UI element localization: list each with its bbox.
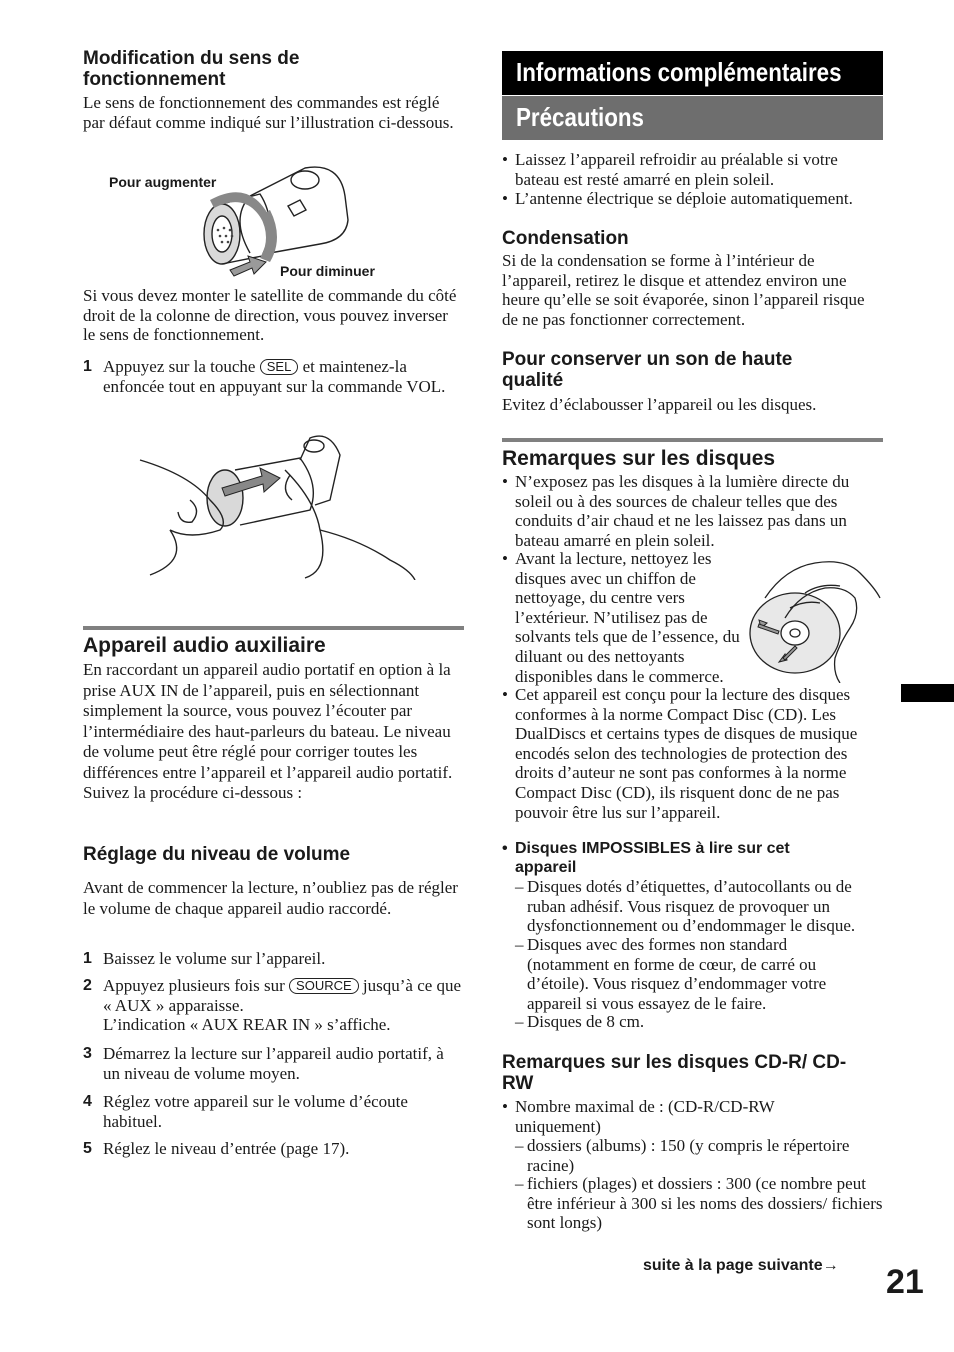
- bullet-nettoyez: • Avant la lecture, nettoyez les disques avec un chiffon de nettoyage, du centre vers l’extérieur. N’utilisez pas de solvants tels que de l’essence, du diluant ou des nettoyants disponibles dans le commerce.: [502, 549, 740, 686]
- bullet-disques-impossibles: • Disques IMPOSSIBLES à lire sur cet appareil: [502, 839, 883, 879]
- step-text-c: L’indication « AUX REAR IN » s’affiche.: [103, 1015, 391, 1035]
- step-4-reglez-volume: [83, 1092, 464, 1136]
- dash-text: dossiers (albums) : 150 (y compris le répertoire racine): [527, 1136, 850, 1175]
- bullet-text: Disques IMPOSSIBLES à lire sur cet appareil: [515, 840, 790, 876]
- bullet-refroidir: • Laissez l’appareil refroidir au préalable si votre bateau est resté amarré en plein soleil.: [502, 150, 883, 190]
- step-text: Baissez le volume sur l’appareil.: [103, 949, 326, 968]
- banner-subtitle: Précautions: [516, 102, 644, 132]
- label-pour-augmenter: Pour augmenter: [109, 174, 217, 190]
- disc-cleaning-illustration: [745, 558, 885, 683]
- paragraph-condensation: Si de la condensation se forme à l’intérieur de l’appareil, retirez le disque et attendez environ une heure qu’elle se soit évaporée, sinon l’appareil risque de ne pas fonctionner correctement.: [502, 251, 865, 329]
- step-1-baissez: [83, 949, 464, 971]
- section-divider-disques: [502, 438, 883, 442]
- section-title-condensation: Condensation: [502, 228, 629, 249]
- paragraph-son: Evitez d’éclabousser l’appareil ou les disques.: [502, 395, 817, 414]
- paragraph-reglage-intro: Avant de commencer la lecture, n’oubliez pas de régler le volume de chaque appareil audio raccordé.: [83, 878, 458, 918]
- bullet-compact-disc: • Cet appareil est conçu pour la lecture des disques conformes à la norme Compact Disc (CD). Les DualDiscs et certains types de disques de musique encodés selon des technologies de protection des droits d’auteur ne sont pas conformes à la norme Compact Disc (CD), ils risquent donc de ne pas pouvoir être lus sur l’appareil.: [502, 685, 883, 845]
- step-text: Réglez votre appareil sur le volume d’écoute habituel.: [103, 1092, 408, 1131]
- step-1-sel: [83, 357, 464, 417]
- step-number: 5: [83, 1140, 92, 1157]
- paragraph-modification-intro: Le sens de fonctionnement des commandes est réglé par défaut comme indiqué sur l’illustration ci-dessous.: [83, 93, 454, 132]
- bullet-text: Cet appareil est conçu pour la lecture des disques conformes à la norme Compact Disc (CD). Les DualDiscs et certains types de disques de musique encodés selon des technologies de protection des droits d’auteur ne sont pas conformes à la norme Compact Disc (CD), ils risquent donc de ne pas pouvoir être lus sur l’appareil.: [515, 685, 858, 822]
- continued-text: suite à la page suivante: [643, 1257, 823, 1274]
- step-5-niveau-entree: [83, 1139, 464, 1161]
- continued-next-page: [643, 1257, 839, 1275]
- label-pour-diminuer: Pour diminuer: [280, 263, 375, 279]
- bullet-antenne: • L’antenne électrique se déploie automatiquement.: [502, 189, 883, 209]
- step-text: Réglez le niveau d’entrée (page 17).: [103, 1139, 350, 1158]
- section-title-remarques-disques: Remarques sur les disques: [502, 447, 776, 470]
- step-text-a: Appuyez sur la touche: [103, 357, 256, 376]
- banner-precautions: [502, 96, 883, 140]
- dash-text: fichiers (plages) et dossiers : 300 (ce nombre peut être inférieur à 300 si les noms des dossiers/ fichiers sont longs): [527, 1174, 883, 1233]
- dash-text: Disques dotés d’étiquettes, d’autocollants ou de ruban adhésif. Vous risquez de provoquer un dysfonctionnement ou d’endommager le disque.: [527, 877, 856, 936]
- step-text-b: et maintenez-la enfoncée tout en appuyant sur la commande VOL.: [103, 357, 446, 396]
- rotary-commander-illustration: [100, 158, 400, 283]
- bullet-text: Avant la lecture, nettoyez les disques avec un chiffon de nettoyage, du centre vers l’extérieur. N’utilisez pas de solvants tels que de l’essence, du diluant ou des nettoyants disponibles dans le commerce.: [515, 549, 740, 686]
- dash-item-8cm: – Disques de 8 cm.: [515, 1012, 883, 1032]
- sel-key: SEL: [260, 359, 299, 375]
- section-title-modification: Modification du sens de fonctionnement: [83, 48, 300, 90]
- figure-rotary-commander: [100, 158, 400, 283]
- step-2-source: [83, 976, 464, 1042]
- bullet-nombre-maximal: • Nombre maximal de : (CD-R/CD-RW uniquement): [502, 1097, 883, 1137]
- step-text-b: jusqu’à ce que « AUX » apparaisse.: [103, 976, 462, 1015]
- arrow-right-icon: →: [822, 1257, 839, 1274]
- step-3-demarrez: [83, 1044, 464, 1088]
- dash-item-etiquettes: – Disques dotés d’étiquettes, d’autocollants ou de ruban adhésif. Vous risquez de provoquer un dysfonctionnement ou d’endommager le disque.: [515, 877, 883, 937]
- section-title-appareil-audio-auxiliaire: Appareil audio auxiliaire: [83, 634, 326, 657]
- bullet-text: Nombre maximal de : (CD-R/CD-RW uniquement): [515, 1097, 775, 1136]
- dash-item-formes: – Disques avec des formes non standard (notamment en forme de cœur, de carré ou d’étoile). Vous risquez d’endommager votre appareil si vous essayez de le faire.: [515, 935, 883, 1015]
- step-number: 1: [83, 358, 92, 375]
- dash-text: Disques avec des formes non standard (notamment en forme de cœur, de carré ou d’étoile). Vous risquez d’endommager votre appareil si vous essayez de le faire.: [527, 935, 827, 1013]
- figure-disc-cleaning: [745, 558, 885, 683]
- bullet-text: L’antenne électrique se déploie automatiquement.: [515, 189, 853, 208]
- bullet-exposez: • N’exposez pas les disques à la lumière directe du soleil ou à des sources de chaleur telles que des conduits d’air chaud et ne les laissez pas dans un bateau amarré en plein soleil.: [502, 472, 883, 550]
- bullet-text: Laissez l’appareil refroidir au préalable si votre bateau est resté amarré en plein soleil.: [515, 150, 838, 189]
- dash-item-fichiers: – fichiers (plages) et dossiers : 300 (ce nombre peut être inférieur à 300 si les noms des dossiers/ fichiers sont longs): [515, 1174, 883, 1233]
- section-title-reglage-volume: Réglage du niveau de volume: [83, 844, 351, 865]
- page-number: 21: [886, 1263, 924, 1301]
- paragraph-modification-right-side: Si vous devez monter le satellite de commande du côté droit de la colonne de direction, vous pouvez inverser le sens de fonctionnement.: [83, 286, 457, 345]
- banner-title: Informations complémentaires: [516, 57, 842, 87]
- banner-informations-complementaires: [502, 51, 883, 95]
- step-text: Démarrez la lecture sur l’appareil audio portatif, à un niveau de volume moyen.: [103, 1044, 444, 1083]
- page-tab-marker: [901, 684, 954, 702]
- dash-text: Disques de 8 cm.: [527, 1012, 645, 1031]
- step-number: 1: [83, 950, 92, 967]
- figure-hand-pressing-vol: [130, 430, 420, 580]
- step-number: 4: [83, 1093, 92, 1110]
- section-title-son-haute-qualite: Pour conserver un son de haute qualité: [502, 349, 793, 391]
- bullet-text: N’exposez pas les disques à la lumière directe du soleil ou à des sources de chaleur telles que des conduits d’air chaud et ne les laissez pas dans un bateau amarré en plein soleil.: [515, 472, 850, 550]
- section-title-remarques-cdr: Remarques sur les disques CD-R/ CD-RW: [502, 1052, 847, 1094]
- step-text-a: Appuyez plusieurs fois sur: [103, 976, 285, 995]
- source-key: SOURCE: [289, 978, 359, 994]
- step-number: 3: [83, 1045, 92, 1062]
- dash-item-dossiers: – dossiers (albums) : 150 (y compris le répertoire racine): [515, 1136, 883, 1176]
- hand-illustration: [130, 430, 420, 580]
- step-number: 2: [83, 977, 92, 994]
- paragraph-auxiliaire: En raccordant un appareil audio portatif en option à la prise AUX IN de l’appareil, puis en sélectionnant simplement la source, vous pouvez l’écouter par l’intermédiaire des haut-parleurs du bateau. Le niveau de volume peut être réglé pour corriger toutes les différences entre l’appareil et l’appareil audio portatif. Suivez la procédure ci-dessous :: [83, 660, 453, 802]
- section-divider-auxiliaire: [83, 626, 464, 630]
